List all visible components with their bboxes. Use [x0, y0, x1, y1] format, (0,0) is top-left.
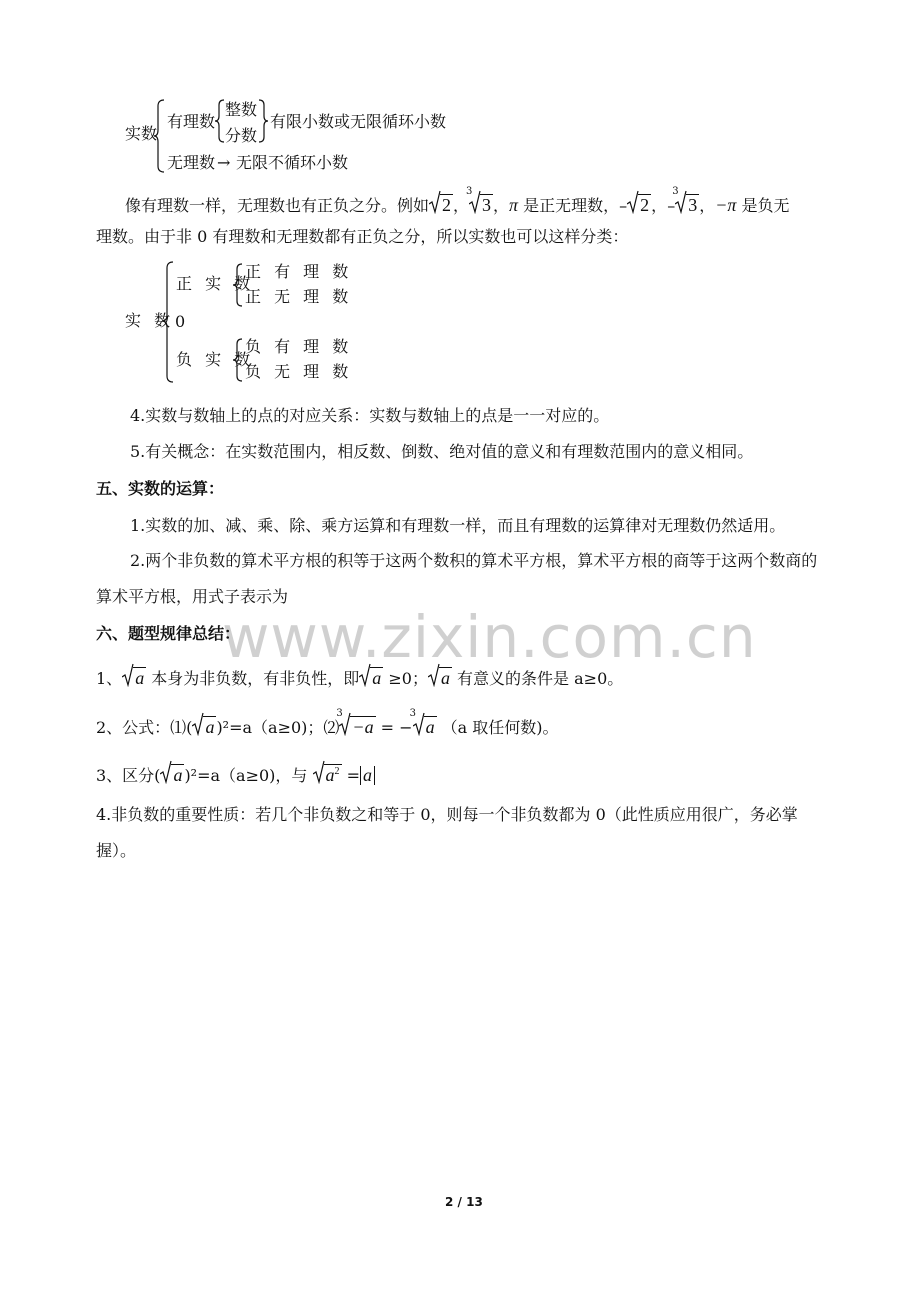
rule-3-prefix: 3、区分( — [96, 766, 161, 785]
minus: – — [619, 196, 628, 215]
tree2-neg-irrational: 负 无 理 数 — [245, 362, 353, 381]
tree1-fraction: 分数 — [225, 126, 258, 145]
radicand: −a — [352, 717, 374, 737]
neg-sqrt-2-expr — [627, 194, 651, 214]
tree1-rational-desc: 有限小数或无限循环小数 — [270, 112, 447, 131]
rule-3-equals: = — [341, 766, 360, 785]
radicand: 2 — [640, 195, 650, 215]
radical-sign-icon — [160, 760, 172, 784]
para1-line1 — [125, 186, 790, 215]
sqrt-a-expr — [192, 716, 216, 736]
radical-sign-icon — [313, 760, 325, 784]
page-number: 2 / 13 — [445, 1195, 483, 1209]
watermark: www.zixin.com.cn — [222, 603, 757, 671]
neg-cbrt-3-expr — [672, 186, 699, 215]
radicand — [324, 764, 342, 784]
root-index: 3 — [336, 708, 343, 719]
section5-p2-line2: 算术平方根，用式子表示为 — [96, 587, 289, 606]
minus: – — [667, 196, 676, 215]
rule-1-text-c: 有意义的条件是 a≥0。 — [451, 669, 624, 688]
rule-2-text-b: （a 取任何数)。 — [436, 718, 559, 737]
comma: ， — [453, 196, 470, 215]
tree2-pos-rational: 正 有 理 数 — [245, 262, 353, 281]
radicand: a — [372, 668, 382, 688]
tree1-root: 实数 — [125, 124, 158, 143]
comma: ， — [493, 196, 510, 215]
comma: ， — [651, 196, 668, 215]
tree1-rational: 有理数 — [167, 112, 216, 131]
section5-heading: 五、实数的运算： — [96, 479, 225, 498]
radical-sign-icon — [192, 712, 204, 736]
section6-heading: 六、题型规律总结： — [96, 624, 241, 643]
neg-pi: −π — [715, 195, 737, 215]
tree1-arrow: → — [217, 153, 231, 172]
item-5: 5.有关概念：在实数范围内，相反数、倒数、绝对值的意义和有理数范围内的意义相同。 — [130, 442, 754, 461]
para1-mid: 是正无理数， — [518, 196, 620, 215]
section5-p2-line1: 2.两个非负数的算术平方根的积等于这两个数积的算术平方根，算术平方根的商等于这两个数商的 — [130, 551, 818, 570]
section5-p1: 1.实数的加、减、乘、除、乘方运算和有理数一样，而且有理数的运算律对无理数仍然适用。 — [130, 516, 786, 535]
tree2-neg-rational: 负 有 理 数 — [245, 337, 353, 356]
radicand-base: a — [325, 765, 335, 785]
rule-4-line2: 握）。 — [96, 841, 137, 860]
sqrt-a-expr — [160, 764, 184, 784]
radicand: 2 — [442, 195, 452, 215]
rule-2 — [96, 708, 559, 737]
para1-tail: 是负无 — [736, 196, 790, 215]
root-index: 3 — [409, 708, 416, 719]
rule-3-text-a: )²=a（a≥0)，与 — [184, 766, 313, 785]
cbrt-3-expr — [466, 186, 493, 215]
radicand: a — [440, 668, 450, 688]
radical-sign-icon — [428, 663, 440, 687]
tree2-positive: 正 实 数 — [176, 274, 255, 293]
radicand: a — [173, 765, 183, 785]
sqrt-2-expr — [429, 194, 453, 214]
tree1-irrational-desc: 无限不循环小数 — [236, 153, 349, 172]
radicand: 3 — [688, 195, 698, 215]
rule-1 — [96, 667, 623, 687]
cbrt-neg-a-expr — [336, 708, 375, 737]
radical-sign-icon — [122, 663, 134, 687]
radicand: a — [425, 717, 435, 737]
rule-2-prefix: 2、公式：⑴( — [96, 718, 193, 737]
radical-sign-icon — [627, 190, 639, 214]
rule-2-text-a: )²=a（a≥0)；⑵ — [216, 718, 340, 737]
para1-lead: 像有理数一样，无理数也有正负之分。例如 — [125, 196, 430, 215]
root-index: 3 — [672, 186, 679, 197]
pi-symbol: π — [509, 195, 519, 215]
radical-sign-icon — [413, 712, 425, 736]
radical-sign-icon — [469, 190, 481, 214]
comma: ， — [699, 196, 716, 215]
radicand: a — [135, 668, 145, 688]
para1-line2: 理数。由于非 0 有理数和无理数都有正负之分，所以实数也可以这样分类： — [96, 227, 629, 246]
rule-4-line1: 4.非负数的重要性质：若几个非负数之和等于 0，则每一个非负数都为 0（此性质应用很广，务必掌 — [96, 805, 798, 824]
abs-value-content: a — [363, 765, 372, 785]
sqrt-a-squared-expr — [313, 764, 342, 784]
radicand: 3 — [482, 195, 492, 215]
radical-sign-icon — [339, 712, 351, 736]
radical-sign-icon — [675, 190, 687, 214]
tree2-pos-brace — [232, 262, 244, 308]
abs-value-bars — [360, 766, 375, 785]
tree2-root: 实 数 — [125, 311, 175, 330]
tree2-zero: 0 — [175, 312, 186, 331]
radical-sign-icon — [429, 190, 441, 214]
tree2-neg-brace — [232, 337, 244, 383]
sqrt-a-expr — [122, 667, 146, 687]
sqrt-a-expr — [428, 667, 452, 687]
rule-1-text-a: 本身为非负数，有非负性，即 — [146, 669, 360, 688]
radicand: a — [205, 717, 215, 737]
tree2-pos-irrational: 正 无 理 数 — [245, 287, 353, 306]
rule-2-equals: = − — [375, 718, 413, 737]
tree2-negative: 负 实 数 — [176, 350, 255, 369]
rule-3 — [96, 764, 375, 784]
rule-1-text-b: ≥0； — [383, 669, 428, 688]
root-index: 3 — [466, 186, 473, 197]
radical-sign-icon — [359, 663, 371, 687]
tree1-outer-brace — [153, 98, 167, 174]
tree1-integer: 整数 — [225, 100, 258, 119]
tree1-right-brace — [257, 98, 269, 144]
rule-1-prefix: 1、 — [96, 669, 123, 688]
tree2-outer-brace — [161, 260, 175, 384]
item-4: 4.实数与数轴上的点的对应关系：实数与数轴上的点是一一对应的。 — [130, 406, 610, 425]
cbrt-a-expr — [409, 708, 437, 737]
sqrt-a-expr — [359, 667, 383, 687]
tree1-irrational: 无理数 — [167, 153, 216, 172]
exponent: 2 — [334, 766, 340, 777]
